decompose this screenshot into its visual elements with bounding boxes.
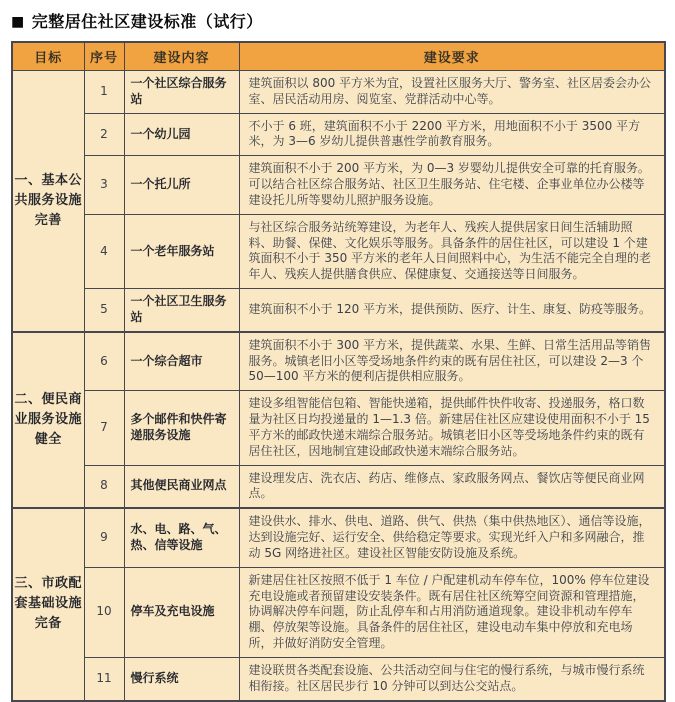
row-9-content: 水、电、路、气、热、信等设施 [124, 508, 239, 567]
row-3-no: 3 [84, 156, 124, 214]
table-row [12, 465, 665, 508]
row-3-content: 一个托儿所 [124, 156, 239, 214]
header-content: 建设内容 [124, 42, 239, 71]
row-2-no: 2 [84, 113, 124, 156]
header-goal: 目标 [12, 42, 84, 71]
row-2-requirement: 不小于 6 班，建筑面积不小于 2200 平方米，用地面积不小于 3500 平方米，为 3—6 岁幼儿提供普惠性学前教育服务。 [239, 113, 665, 156]
row-6-requirement: 建筑面积不小于 300 平方米，提供蔬菜、水果、生鲜、日常生活用品等销售服务。城镇老旧小区等受场地条件约束的既有居住社区，可以建设 2—3 个 50—100 平方米的便利店提供相应服务。 [239, 332, 665, 391]
page-title-text: 完整居住社区建设标准（试行） [31, 12, 263, 31]
row-1-no: 1 [84, 71, 124, 114]
standards-table [11, 41, 666, 702]
row-1-requirement: 建筑面积以 800 平方米为宜，设置社区服务大厅、警务室、社区居委会办公室、居民活动用房、阅览室、党群活动中心等。 [239, 71, 665, 114]
row-3-requirement: 建筑面积不小于 200 平方米，为 0—3 岁婴幼儿提供安全可靠的托育服务。可以结合社区综合服务站、社区卫生服务站、住宅楼、企事业单位办公楼等建设托儿所等婴幼儿照护服务设施。 [239, 156, 665, 214]
row-7-requirement: 建设多组智能信包箱、智能快递箱，提供邮件快件收寄、投递服务，格口数量为社区日均投递量的 1—1.3 倍。新建居住社区应建设使用面积不小于 15 平方米的邮政快递末端综合服务站。城镇老旧小区等受场地条件约束的既有居住社区，因地制宜建设邮政快递末端综合服务站。 [239, 391, 665, 465]
header-requirement: 建设要求 [239, 42, 665, 71]
table-row [12, 289, 665, 332]
row-5-content: 一个社区卫生服务站 [124, 289, 239, 332]
row-7-content: 多个邮件和快件寄递服务设施 [124, 391, 239, 465]
row-5-no: 5 [84, 289, 124, 332]
table-row [12, 156, 665, 214]
row-4-content: 一个老年服务站 [124, 214, 239, 288]
row-11-requirement: 建设联贯各类配套设施、公共活动空间与住宅的慢行系统，与城市慢行系统相衔接。社区居民步行 10 分钟可以到达公交站点。 [239, 657, 665, 700]
table-row [12, 113, 665, 156]
row-1-content: 一个社区综合服务站 [124, 71, 239, 114]
row-11-no: 11 [84, 657, 124, 700]
table-row [12, 391, 665, 465]
row-4-no: 4 [84, 214, 124, 288]
row-8-requirement: 建设理发店、洗衣店、药店、维修点、家政服务网点、餐饮店等便民商业网点。 [239, 465, 665, 508]
row-8-content: 其他便民商业网点 [124, 465, 239, 508]
goal-group-1-label: 一、基本公共服务设施完善 [12, 71, 84, 332]
table-row [12, 214, 665, 288]
row-5-requirement: 建筑面积不小于 120 平方米，提供预防、医疗、计生、康复、防疫等服务。 [239, 289, 665, 332]
row-10-content: 停车及充电设施 [124, 567, 239, 657]
row-11-content: 慢行系统 [124, 657, 239, 700]
table-row [12, 71, 665, 114]
row-8-no: 8 [84, 465, 124, 508]
goal-group-2-label: 二、便民商业服务设施健全 [12, 332, 84, 508]
page-title [11, 9, 675, 32]
row-4-requirement: 与社区综合服务站统筹建设，为老年人、残疾人提供居家日间生活辅助照料、助餐、保健、文化娱乐等服务。具备条件的居住社区，可以建设 1 个建筑面积不小于 350 平方米的老年人日间照料中心，为生活不能完全自理的老年人、残疾人提供膳食供应、保健康复、交通接送等日间服务。 [239, 214, 665, 288]
square-bullet-icon: ■ [11, 13, 25, 30]
row-9-requirement: 建设供水、排水、供电、道路、供气、供热（集中供热地区）、通信等设施，达到设施完好、运行安全、供给稳定等要求。实现光纤入户和多网融合，推动 5G 网络进社区。建设社区智能安防设施及系统。 [239, 508, 665, 567]
table-row [12, 332, 665, 391]
goal-group-3-label: 三、市政配套基础设施完备 [12, 508, 84, 700]
table-header-row [12, 42, 665, 71]
table-row [12, 508, 665, 567]
row-10-no: 10 [84, 567, 124, 657]
row-7-no: 7 [84, 391, 124, 465]
row-6-no: 6 [84, 332, 124, 391]
row-9-no: 9 [84, 508, 124, 567]
header-no: 序号 [84, 42, 124, 71]
row-2-content: 一个幼儿园 [124, 113, 239, 156]
row-6-content: 一个综合超市 [124, 332, 239, 391]
table-row [12, 567, 665, 657]
row-10-requirement: 新建居住社区按照不低于 1 车位 / 户配建机动车停车位，100% 停车位建设充电设施或者预留建设安装条件。既有居住社区统筹空间资源和管理措施，协调解决停车问题，防止乱停车和占用消防通道现象。建设非机动车停车棚、停放架等设施。具备条件的居住社区，建设电动车集中停放和充电场所，并做好消防安全管理。 [239, 567, 665, 657]
